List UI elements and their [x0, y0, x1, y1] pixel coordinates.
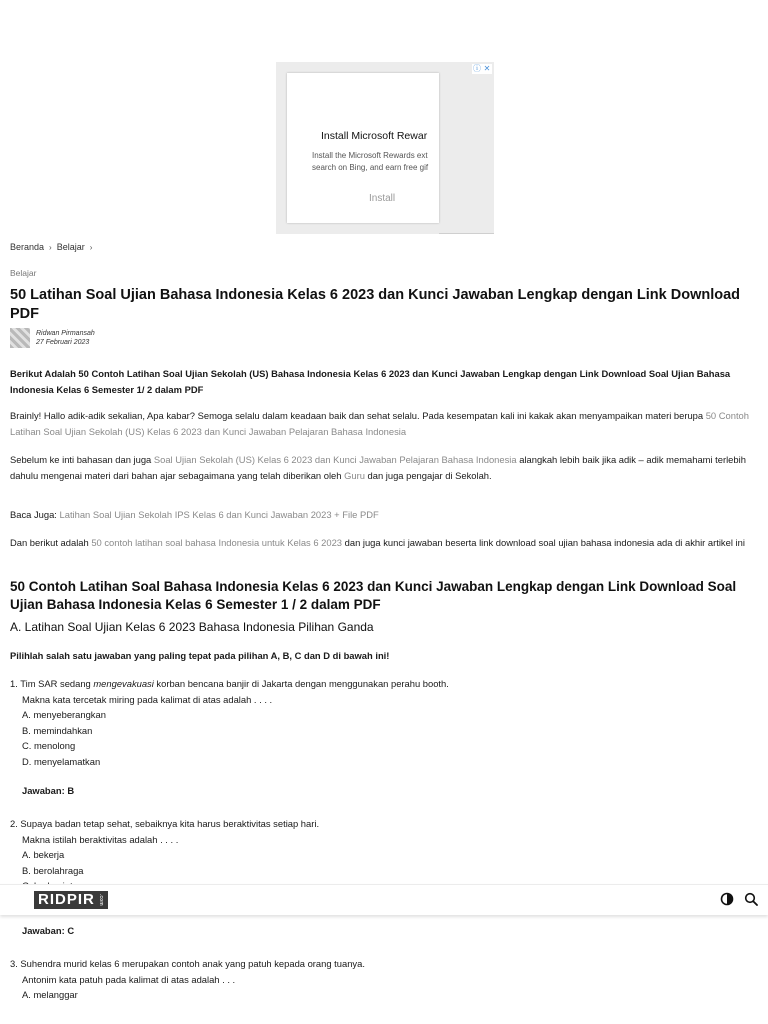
author-info [36, 328, 95, 348]
ad-desc-line: Install the Microsoft Rewards ext [312, 151, 428, 160]
breadcrumb-separator-icon: › [89, 242, 93, 252]
breadcrumb-section[interactable]: Belajar [56, 242, 85, 252]
divider [439, 233, 494, 234]
article-link[interactable]: 50 Contoh Latihan Soal Ujian Sekolah (US) Kelas 6 2023 dan Kunci Jawaban Pelajaran Bahasa Indonesia [10, 410, 749, 437]
see-also-label: Baca Juga: [10, 509, 60, 520]
see-also-link[interactable]: Latihan Soal Ujian Sekolah IPS Kelas 6 dan Kunci Jawaban 2023 + File PDF [59, 509, 379, 520]
question-text [10, 676, 750, 692]
see-also [10, 507, 760, 523]
question-item [10, 956, 750, 1003]
question-item [10, 816, 750, 894]
breadcrumb [10, 242, 92, 252]
dark-mode-icon[interactable] [720, 892, 734, 906]
breadcrumb-home[interactable]: Beranda [10, 242, 45, 252]
option-item: B. memindahkan [22, 724, 93, 736]
paragraph-text: dan juga pengajar di Sekolah. [364, 469, 492, 481]
section-heading: 50 Contoh Latihan Soal Bahasa Indonesia Kelas 6 2023 dan Kunci Jawaban Lengkap dengan Link Download Soal Ujian Bahasa Indonesia Kelas 6 Semester 1 / 2 dalam PDF [10, 579, 737, 612]
question-prompt: Antonim kata patuh pada kalimat di atas adalah . . . [22, 973, 236, 985]
logo-suffix: .com [97, 894, 104, 906]
ad-description [312, 150, 439, 174]
author-meta [10, 328, 95, 348]
site-logo[interactable] [34, 891, 108, 909]
answer-text: Jawaban: C [22, 925, 75, 936]
article-link[interactable]: Guru [344, 469, 365, 481]
question-item [10, 676, 750, 769]
option-item: A. menyeberangkan [22, 709, 106, 720]
paragraph-text: Brainly! Hallo adik-adik sekalian, Apa kabar? Semoga selalu dalam keadaan baik dan sehat selalu. Pada kesempatan kali ini kakak akan menyampaikan materi berupa [10, 410, 706, 421]
post-category[interactable]: Belajar [10, 268, 37, 278]
ad-card[interactable] [287, 73, 439, 223]
ad-install-button[interactable]: Install [369, 193, 396, 204]
breadcrumb-separator-icon: › [49, 242, 52, 252]
question-prompt: Makna istilah beraktivitas adalah . . . . [22, 833, 179, 845]
sticky-header [0, 884, 768, 915]
page-title: 50 Latihan Soal Ujian Bahasa Indonesia Kelas 6 2023 dan Kunci Jawaban Lengkap dengan Link Download PDF [10, 287, 741, 322]
option-item: A. bekerja [22, 849, 65, 860]
subsection-heading: A. Latihan Soal Ujian Kelas 6 2023 Bahasa Indonesia Pilihan Ganda [10, 620, 374, 634]
answer-text: Jawaban: B [22, 785, 75, 796]
ad-title[interactable]: Install Microsoft Rewar [321, 130, 428, 142]
logo-text: RIDPIR [38, 891, 95, 908]
ad-banner[interactable] [276, 62, 494, 234]
question-text-part: korban bencana banjir di Jakarta dengan menggunakan perahu booth. [153, 678, 449, 689]
close-icon[interactable]: ✕ [483, 64, 491, 73]
post-date: 27 Februari 2023 [36, 339, 90, 346]
question-text-part: 1. Tim SAR sedang [10, 678, 94, 689]
article-link[interactable]: 50 contoh latihan soal bahasa Indonesia untuk Kelas 6 2023 [91, 537, 343, 548]
question-text: 2. Supaya badan tetap sehat, sebaiknya kita harus beraktivitas setiap hari. [10, 818, 320, 829]
instruction-text: Pilihlah salah satu jawaban yang paling tepat pada pilihan A, B, C dan D di bawah ini! [10, 650, 390, 661]
intro-paragraph: Berikut Adalah 50 Contoh Latihan Soal Ujian Sekolah (US) Bahasa Indonesia Kelas 6 2023 dan Kunci Jawaban Lengkap dengan Link Download Soal Ujian Bahasa Indonesia Kelas 6 Semester 1/ 2 dalam PDF [10, 368, 731, 395]
question-text: 3. Suhendra murid kelas 6 merupakan contoh anak yang patuh kepada orang tuanya. [10, 958, 365, 969]
author-name[interactable]: Ridwan Pirmansah [36, 330, 95, 337]
header-actions [720, 892, 758, 906]
search-icon[interactable] [744, 892, 758, 906]
paragraph-text: Dan berikut adalah [10, 537, 92, 548]
article-link[interactable]: Soal Ujian Sekolah (US) Kelas 6 2023 dan Kunci Jawaban Pelajaran Bahasa Indonesia [153, 454, 517, 465]
option-item: C. menolong [22, 740, 76, 751]
avatar[interactable] [10, 328, 30, 348]
paragraph [10, 452, 760, 483]
paragraph [10, 535, 760, 551]
paragraph-text: Sebelum ke inti bahasan dan juga [10, 454, 154, 465]
question-italic-word: mengevakuasi [93, 678, 154, 689]
paragraph-text: dan juga kunci jawaban beserta link download soal ujian bahasa indonesia ada di akhir artikel ini [342, 537, 745, 548]
paragraph-text: alangkah lebih baik jika adik – adik memahami terlebih dahulu mengenai materi dari bahan ajar sebagaimana yang telah diberikan oleh [10, 454, 746, 481]
option-item: B. berolahraga [22, 864, 84, 876]
question-prompt: Makna kata tercetak miring pada kalimat di atas adalah . . . . [22, 693, 273, 705]
paragraph [10, 408, 760, 439]
option-item: D. menyelamatkan [22, 755, 101, 767]
ad-desc-line: search on Bing, and earn free gif [312, 163, 429, 172]
option-item: A. melanggar [22, 989, 78, 1000]
ad-badge[interactable] [472, 64, 492, 74]
adchoices-icon[interactable]: ⓘ [473, 64, 481, 73]
